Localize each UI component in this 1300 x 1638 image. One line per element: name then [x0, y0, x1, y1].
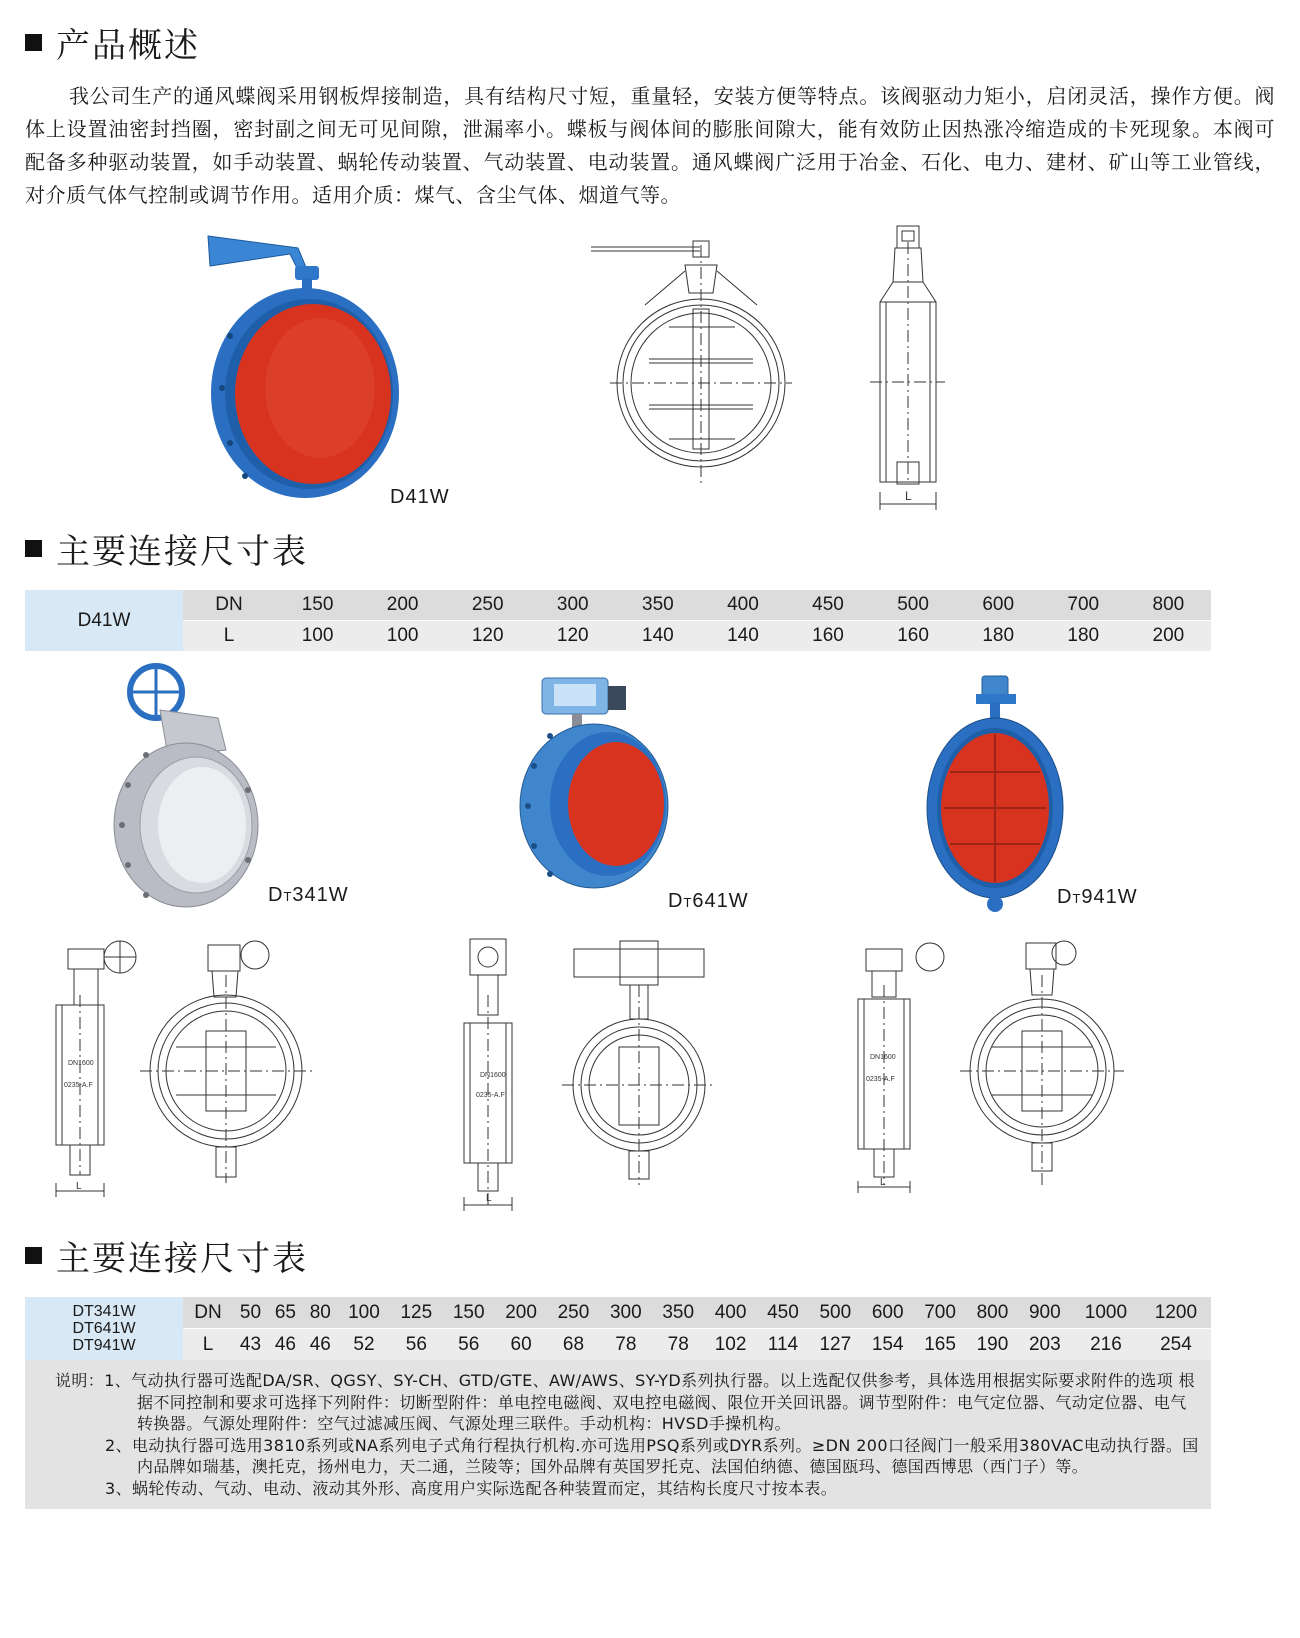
section-heading-overview: [25, 18, 200, 67]
dt341w-caption: DT341W: [268, 884, 349, 906]
table-cell: 450: [785, 590, 870, 621]
table-cell: 120: [445, 621, 530, 652]
note-1: 说明：1、气动执行器可选配DA/SR、QGSY、SY-CH、GTD/GTE、AW/AWS、SY-YD系列执行器。以上选配仅供参考，具体选用根据实际要求附件的选项 根据不同控制和要求可选择下列附件：切断型附件：单电控电磁阀、双电控电磁阀、限位开关回讯器。调节型附件：电气定位器、气动定位器、电气转换器。气源处理附件：空气过滤减压阀、气源处理三联件。手动机构：HVSD手操机构。: [55, 1371, 1195, 1433]
table-cell: 700: [1041, 590, 1126, 621]
heading-text: 主要连接尺寸表: [56, 1239, 308, 1279]
table-row-l: [25, 1329, 1211, 1361]
overview-paragraph: 我公司生产的通风蝶阀采用钢板焊接制造，具有结构尺寸短，重量轻，安装方便等特点。该阀驱动力矩小，启闭灵活，操作方便。阀体上设置油密封挡圈，密封副之间无可见间隙，泄漏率小。蝶板与阀体间的膨胀间隙大，能有效防止因热涨冷缩造成的卡死现象。本阀可配备多种驱动装置，如手动装置、蜗轮传动装置、气动装置、电动装置。通风蝶阀广泛用于冶金、石化、电力、建材、矿山等工业管线，对介质气体气控制或调节作用。适用介质：煤气、含尘气体、烟道气等。: [25, 84, 1275, 207]
table-cell: 125: [390, 1297, 442, 1329]
table-cell: 46: [268, 1329, 303, 1361]
dt941w-caption: DT941W: [1057, 886, 1138, 908]
table-cell: 78: [652, 1329, 704, 1361]
heading-text: 主要连接尺寸表: [56, 532, 308, 572]
dt941w-front-drawing: [960, 941, 1124, 1185]
dt641w-side-drawing: [464, 939, 512, 1211]
dt641w-caption: DT641W: [668, 890, 749, 912]
note-3: 3、蜗轮传动、气动、电动、液动其外形、高度用户实际选配各种装置而定，其结构长度尺寸按本表。: [105, 1478, 838, 1498]
table-cell: 500: [809, 1297, 861, 1329]
table-cell: 200: [495, 1297, 547, 1329]
table-model-cell: D41W: [25, 590, 183, 652]
table-model-cell: DT341W DT641W DT941W: [25, 1297, 183, 1361]
table-row-label: DN: [183, 590, 275, 621]
table-cell: 80: [303, 1297, 338, 1329]
dt641w-front-drawing: [562, 941, 716, 1185]
dt941w-side-drawing: [858, 943, 944, 1193]
table-cell: 52: [338, 1329, 390, 1361]
table-cell: 600: [862, 1297, 914, 1329]
table-cell: 165: [914, 1329, 966, 1361]
dt341w-valve-photo: [108, 660, 268, 910]
table-cell: 350: [615, 590, 700, 621]
table-cell: 450: [757, 1297, 809, 1329]
table-cell: 800: [1126, 590, 1211, 621]
table-cell: 400: [700, 590, 785, 621]
table-cell: 65: [268, 1297, 303, 1329]
table-cell: 600: [956, 590, 1041, 621]
svg-text:L: L: [880, 1177, 886, 1188]
table-cell: 800: [966, 1297, 1018, 1329]
svg-text:DN1600: DN1600: [870, 1054, 896, 1061]
svg-text:DN1600: DN1600: [68, 1060, 94, 1067]
svg-text:L: L: [486, 1193, 492, 1204]
d41w-dimension-table: [25, 590, 1211, 652]
table-cell: 100: [338, 1297, 390, 1329]
note-2: 2、电动执行器可选用3810系列或NA系列电子式角行程执行机构.亦可选用PSQ系列或DYR系列。≥DN 200口径阀门一般采用380VAC电动执行器。国内品牌如瑞基，澳托克，扬州电力，天二通，兰陵等；国外品牌有英国罗托克、法国伯纳德、德国瓯玛、德国西博思（西门子）等。: [105, 1435, 1199, 1476]
table-cell: 500: [871, 590, 956, 621]
table-cell: 254: [1141, 1329, 1211, 1361]
table-cell: 50: [233, 1297, 268, 1329]
table-cell: 1200: [1141, 1297, 1211, 1329]
table-cell: 900: [1019, 1297, 1071, 1329]
table-cell: 100: [360, 621, 445, 652]
table-cell: 216: [1071, 1329, 1141, 1361]
table-cell: 100: [275, 621, 360, 652]
table-cell: 190: [966, 1329, 1018, 1361]
table-row-l: [25, 621, 1211, 652]
table-row-label: L: [183, 621, 275, 652]
table-row-dn: [25, 590, 1211, 621]
table-cell: 140: [700, 621, 785, 652]
dt341w-side-drawing: [56, 941, 136, 1197]
valve-technical-drawings: [40, 935, 1140, 1220]
d41w-side-drawing: [865, 222, 950, 512]
table-cell: 150: [443, 1297, 495, 1329]
table-cell: 180: [956, 621, 1041, 652]
table-cell: 160: [785, 621, 870, 652]
notes-box: [25, 1360, 1211, 1509]
table-cell: 78: [600, 1329, 652, 1361]
table-cell: 200: [360, 590, 445, 621]
table-cell: 154: [862, 1329, 914, 1361]
table-cell: 46: [303, 1329, 338, 1361]
table-cell: 68: [547, 1329, 599, 1361]
d41w-caption: D41W: [390, 486, 450, 508]
heading-text: 产品概述: [56, 26, 200, 66]
table-cell: 300: [530, 590, 615, 621]
heading-bullet-icon: [25, 34, 42, 51]
dt341w-front-drawing: [140, 941, 312, 1183]
table-cell: 102: [704, 1329, 756, 1361]
table-cell: 43: [233, 1329, 268, 1361]
section-heading-dimensions-1: [25, 524, 308, 573]
heading-bullet-icon: [25, 1247, 42, 1264]
table-cell: 203: [1019, 1329, 1071, 1361]
heading-bullet-icon: [25, 540, 42, 557]
dt641w-valve-photo: [516, 674, 676, 894]
table-cell: 150: [275, 590, 360, 621]
table-cell: 250: [445, 590, 530, 621]
svg-text:0235-A.F: 0235-A.F: [476, 1092, 505, 1099]
table-row-label: DN: [183, 1297, 233, 1329]
table-cell: 60: [495, 1329, 547, 1361]
table-cell: 140: [615, 621, 700, 652]
table-row-dn: [25, 1297, 1211, 1329]
table-cell: 400: [704, 1297, 756, 1329]
section-heading-dimensions-2: [25, 1231, 308, 1280]
table-cell: 1000: [1071, 1297, 1141, 1329]
table-cell: 200: [1126, 621, 1211, 652]
table-cell: 350: [652, 1297, 704, 1329]
d41w-valve-photo: [200, 228, 405, 503]
table-cell: 56: [390, 1329, 442, 1361]
svg-text:0235-A.F: 0235-A.F: [64, 1082, 93, 1089]
table-cell: 300: [600, 1297, 652, 1329]
svg-text:DN1600: DN1600: [480, 1072, 506, 1079]
table-row-label: L: [183, 1329, 233, 1361]
d41w-front-drawing: [585, 235, 800, 490]
dt-series-dimension-table: [25, 1297, 1211, 1361]
table-cell: 56: [443, 1329, 495, 1361]
table-cell: 700: [914, 1297, 966, 1329]
svg-text:L: L: [76, 1181, 82, 1192]
table-cell: 114: [757, 1329, 809, 1361]
d41w-dim-label: L: [905, 489, 912, 503]
table-cell: 160: [871, 621, 956, 652]
table-cell: 120: [530, 621, 615, 652]
table-cell: 180: [1041, 621, 1126, 652]
dt941w-valve-photo: [922, 672, 1072, 912]
table-cell: 250: [547, 1297, 599, 1329]
svg-text:0235-A.F: 0235-A.F: [866, 1076, 895, 1083]
table-cell: 127: [809, 1329, 861, 1361]
